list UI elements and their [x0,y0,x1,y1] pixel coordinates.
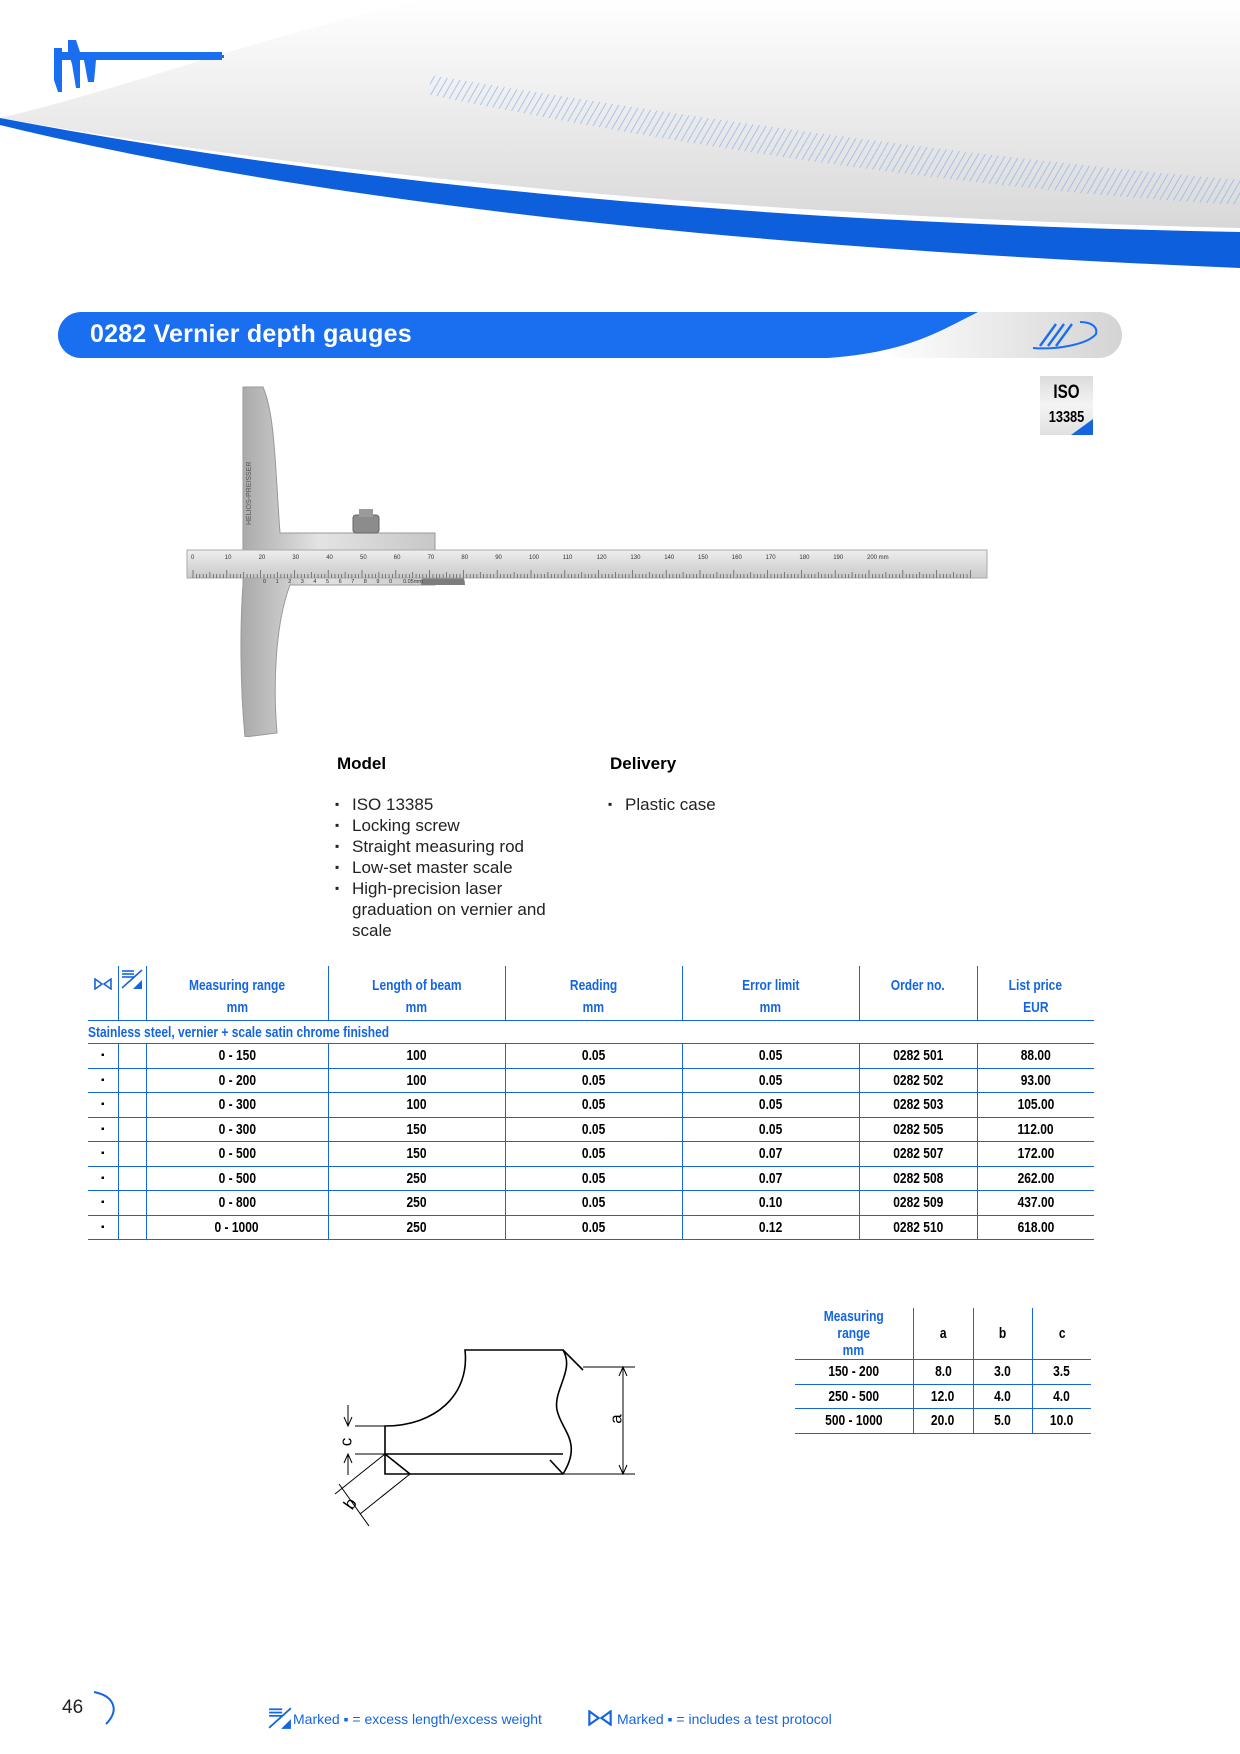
cell-reading: 0.05 [581,1120,606,1138]
scale-label: 10 [224,555,232,561]
vernier-label: 0 [389,579,393,585]
cell-reading: 0.05 [581,1194,606,1212]
col-header-length-of-beam: Length of beam [371,977,462,994]
cell-price: 437.00 [1017,1194,1055,1212]
scale-label: 130 [630,555,641,561]
cell-beam: 150 [406,1120,427,1138]
dim-cell-a: 8.0 [934,1363,952,1381]
cell-price: 93.00 [1020,1071,1051,1089]
cell-reading: 0.05 [581,1169,606,1187]
col-header-reading: Reading [569,977,618,994]
col-header-measuring-range: Measuring range [188,977,286,994]
delivery-title: Delivery [610,754,677,773]
excess-length-icon [118,966,146,994]
diagram-label-b: b [339,1494,361,1514]
vernier-depth-gauge-image [185,385,990,737]
page-number-swoosh-icon [92,1690,122,1726]
vernier-label: 3 [300,579,304,585]
scale-label: 150 [698,555,709,561]
cell-price: 618.00 [1017,1218,1055,1236]
cell-range: 0 - 800 [218,1194,256,1212]
table-row [88,1191,1094,1216]
test-protocol-icon [88,966,118,994]
unit-reading: mm [582,998,605,1016]
scale-label: 40 [326,555,333,561]
unit-measuring-range: mm [226,998,248,1016]
vernier-label: 5 [326,579,330,585]
cell-price: 112.00 [1017,1120,1054,1138]
iso-badge [1040,376,1093,435]
model-list [335,794,565,941]
scale-label: 50 [360,555,367,561]
cell-beam: 100 [406,1047,427,1065]
cell-order: 0282 505 [892,1120,944,1138]
vernier-label: 4 [313,579,317,585]
cell-beam: 150 [406,1145,427,1163]
cell-beam: 250 [406,1194,427,1212]
test-protocol-icon [588,1710,612,1726]
table-row [88,1117,1094,1142]
cell-error: 0.10 [758,1194,783,1212]
cell-reading: 0.05 [581,1047,606,1065]
cell-error: 0.07 [758,1169,783,1187]
scale-label: 0 [191,555,195,561]
iso-badge-line1: ISO [1053,382,1080,403]
scale-label: 200 mm [867,555,889,561]
iso-badge-line2: 13385 [1048,409,1085,426]
dim-header-c: c [1058,1325,1066,1342]
table-row [88,1142,1094,1167]
cell-beam: 250 [406,1169,427,1187]
scale-label: 80 [461,555,469,561]
cell-error: 0.05 [758,1096,783,1114]
scale-label: 70 [427,555,435,561]
dim-cell-range: 150 - 200 [828,1363,880,1381]
scale-label: 120 [596,555,607,561]
cell-price: 105.00 [1017,1096,1055,1114]
col-header-error-limit: Error limit [741,977,800,994]
scale-label: 20 [258,555,266,561]
dim-cell-c: 3.5 [1053,1363,1071,1381]
cell-error: 0.05 [758,1047,783,1065]
vernier-label: 8 [363,579,367,585]
cell-order: 0282 501 [892,1047,944,1065]
vernier-label: 7 [351,579,355,585]
table-row [88,1166,1094,1191]
table-row [88,1093,1094,1118]
header-banner [0,0,1240,270]
table-row [88,1044,1094,1069]
cell-order: 0282 507 [892,1145,944,1163]
dim-cell-c: 10.0 [1050,1412,1074,1430]
cell-range: 0 - 200 [218,1071,256,1089]
cell-error: 0.05 [758,1120,783,1138]
cell-price: 88.00 [1020,1047,1051,1065]
scale-label: 190 [833,555,844,561]
cell-range: 0 - 500 [218,1145,256,1163]
list-item: ▪ Locking screw [335,815,565,836]
unit-length-of-beam: mm [405,998,428,1016]
cell-order: 0282 509 [892,1194,944,1212]
cell-error: 0.05 [758,1071,783,1089]
unit-list-price: EUR [1023,998,1049,1016]
cell-test: ▪ [100,1099,105,1111]
cell-order: 0282 508 [892,1169,944,1187]
scale-label: 160 [731,555,742,561]
footer-note-excess: Marked ▪ = excess length/excess weight [293,1711,542,1727]
vernier-label: 0 [263,579,267,585]
dim-cell-b: 3.0 [994,1363,1011,1381]
vernier-label: 6 [338,579,342,585]
cell-test: ▪ [100,1074,105,1086]
brand-engraving: HELIOS-PREISSER [246,461,253,525]
delivery-list [608,794,838,815]
vernier-label: 9 [376,579,380,585]
scale-label: 60 [393,555,401,561]
cell-range: 0 - 1000 [214,1218,260,1236]
cell-test: ▪ [100,1148,105,1160]
dim-cell-b: 4.0 [994,1387,1011,1405]
product-table [88,966,1094,1240]
scale-label: 180 [799,555,810,561]
table-row [795,1360,1091,1385]
dim-cell-a: 20.0 [931,1412,955,1430]
scale-label: 30 [292,555,300,561]
dim-header-b: b [998,1325,1007,1342]
cell-test: ▪ [100,1172,105,1184]
dim-cell-b: 5.0 [994,1412,1011,1430]
col-header-list-price: List price [1009,977,1063,994]
scale-label: 100 [529,555,540,561]
cell-order: 0282 503 [892,1096,944,1114]
vernier-unit: 0.05mm [403,579,423,585]
tip-dimension-diagram [325,1330,650,1540]
table-row [795,1384,1091,1409]
cell-range: 0 - 500 [218,1169,256,1187]
cell-error: 0.12 [758,1218,783,1236]
cell-order: 0282 502 [892,1071,944,1089]
col-header-order-no: Order no. [890,977,945,994]
scale-label: 140 [664,555,675,561]
table-row [795,1409,1091,1434]
model-title: Model [337,754,387,773]
dimension-table [795,1308,1091,1434]
diagram-label-c: c [336,1437,356,1447]
list-item: ▪ Plastic case [608,794,838,815]
cell-range: 0 - 150 [218,1047,256,1065]
cell-order: 0282 510 [892,1218,944,1236]
cell-reading: 0.05 [581,1096,606,1114]
list-item: ▪ Low-set master scale [335,857,565,878]
cell-test: ▪ [100,1123,105,1135]
cell-reading: 0.05 [581,1218,606,1236]
excess-length-icon [268,1706,292,1730]
cell-test: ▪ [100,1050,105,1062]
diagram-label-a: a [606,1414,626,1424]
dim-cell-range: 500 - 1000 [825,1412,883,1430]
cell-reading: 0.05 [581,1145,606,1163]
cell-test: ▪ [100,1197,105,1209]
cell-beam: 100 [406,1096,427,1114]
scale-label: 90 [495,555,502,561]
cell-range: 0 - 300 [218,1120,256,1138]
page-title: 0282 Vernier depth gauges [90,320,412,348]
list-item: ▪ High-precision laser graduation on vernier and scale [335,878,565,941]
cell-price: 172.00 [1017,1145,1055,1163]
cell-error: 0.07 [758,1145,783,1163]
dim-header-unit: mm [843,1342,865,1359]
dim-header-range: Measuring range [823,1308,884,1342]
cell-test: ▪ [100,1221,105,1233]
table-row [88,1215,1094,1240]
dim-cell-a: 12.0 [931,1387,955,1405]
dim-header-a: a [939,1325,947,1342]
scale-label: 170 [765,555,776,561]
cell-beam: 100 [406,1071,427,1089]
vernier-label: 2 [288,579,292,585]
list-item: ▪ Straight measuring rod [335,836,565,857]
footer-note-test: Marked ▪ = includes a test protocol [617,1711,832,1727]
unit-error-limit: mm [759,998,782,1016]
scale-label: 110 [562,555,573,561]
list-item: ▪ ISO 13385 [335,794,565,815]
cell-price: 262.00 [1017,1169,1055,1187]
cell-reading: 0.05 [581,1071,606,1089]
vernier-label: 1 [275,579,279,585]
dim-cell-range: 250 - 500 [828,1387,880,1405]
table-row [88,1068,1094,1093]
cell-beam: 250 [406,1218,427,1236]
group-label: Stainless steel, vernier + scale satin chrome finished [88,1023,390,1041]
dim-cell-c: 4.0 [1053,1387,1071,1405]
cell-range: 0 - 300 [218,1096,256,1114]
page-number: 46 [62,1697,84,1718]
